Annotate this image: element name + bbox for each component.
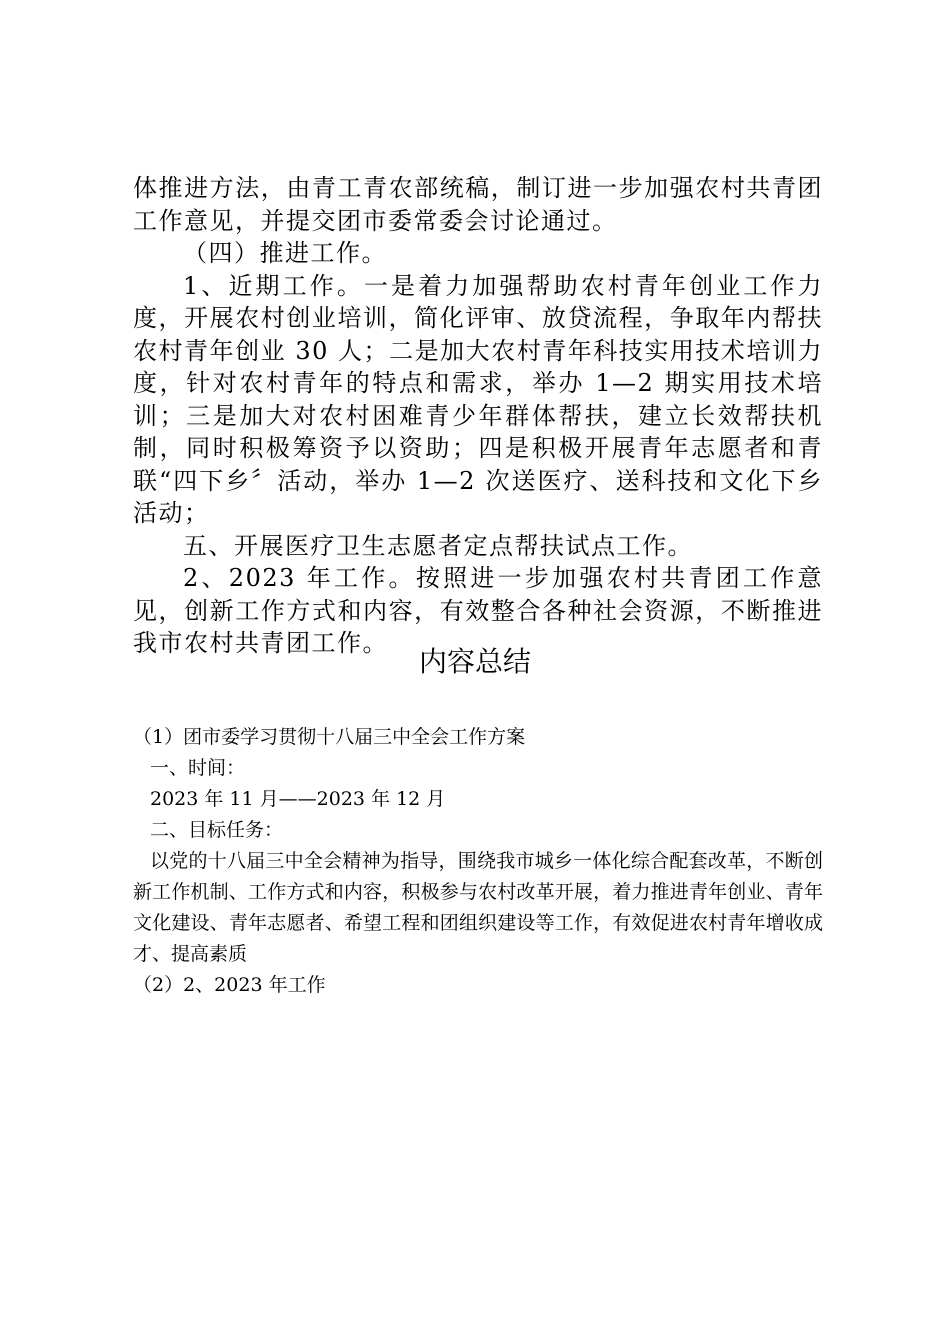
- summary-line-time-heading: 一、时间：: [150, 757, 246, 779]
- document-body: [133, 172, 823, 660]
- section-heading-promote-work: （四）推进工作。: [183, 239, 387, 267]
- paragraph-near-term-work: 1、近期工作。一是着力加强帮助农村青年创业工作力度，开展农村创业培训，简化评审、放贷流程，争取年内帮扶农村青年创业 30 人；二是加大农村青年科技实用技术培训力度，针对农村青年的特点和需求，举办 1—2 期实用技术培训；三是加大对农村困难青少年群体帮扶，建立长效帮扶机制，同时积极筹资予以资助；四是积极开展青年志愿者和青联“四下乡〞活动，举办 1—2 次送医疗、送科技和文化下乡活动；: [133, 271, 823, 527]
- summary-line-time-range: 2023 年 11 月——2023 年 12 月: [150, 788, 446, 810]
- summary-line-goals-heading: 二、目标任务：: [150, 819, 284, 841]
- summary-line-goals: 以党的十八届三中全会精神为指导，围绕我市城乡一体化综合配套改革，不断创新工作机制、工作方式和内容，积极参与农村改革开展，着力推进青年创业、青年文化建设、青年志愿者、希望工程和团组织建设等工作，有效促进农村青年增收成才、提高素质: [133, 850, 823, 965]
- paragraph-2023-work: 2、2023 年工作。按照进一步加强农村共青团工作意见，创新工作方式和内容，有效整合各种社会资源，不断推进我市农村共青团工作。: [133, 564, 823, 657]
- paragraph-medical-volunteers: 五、开展医疗卫生志愿者定点帮扶试点工作。: [183, 531, 693, 560]
- summary-section: [133, 722, 823, 1001]
- summary-line-plan: （1）团市委学习贯彻十八届三中全会工作方案: [133, 726, 526, 748]
- summary-title: 内容总结: [418, 645, 531, 678]
- summary-line-2023-work: （2）2、2023 年工作: [133, 974, 326, 996]
- paragraph-method: 体推进方法，由青工青农部统稿，制订进一步加强农村共青团工作意见，并提交团市委常委会讨论通过。: [133, 174, 823, 235]
